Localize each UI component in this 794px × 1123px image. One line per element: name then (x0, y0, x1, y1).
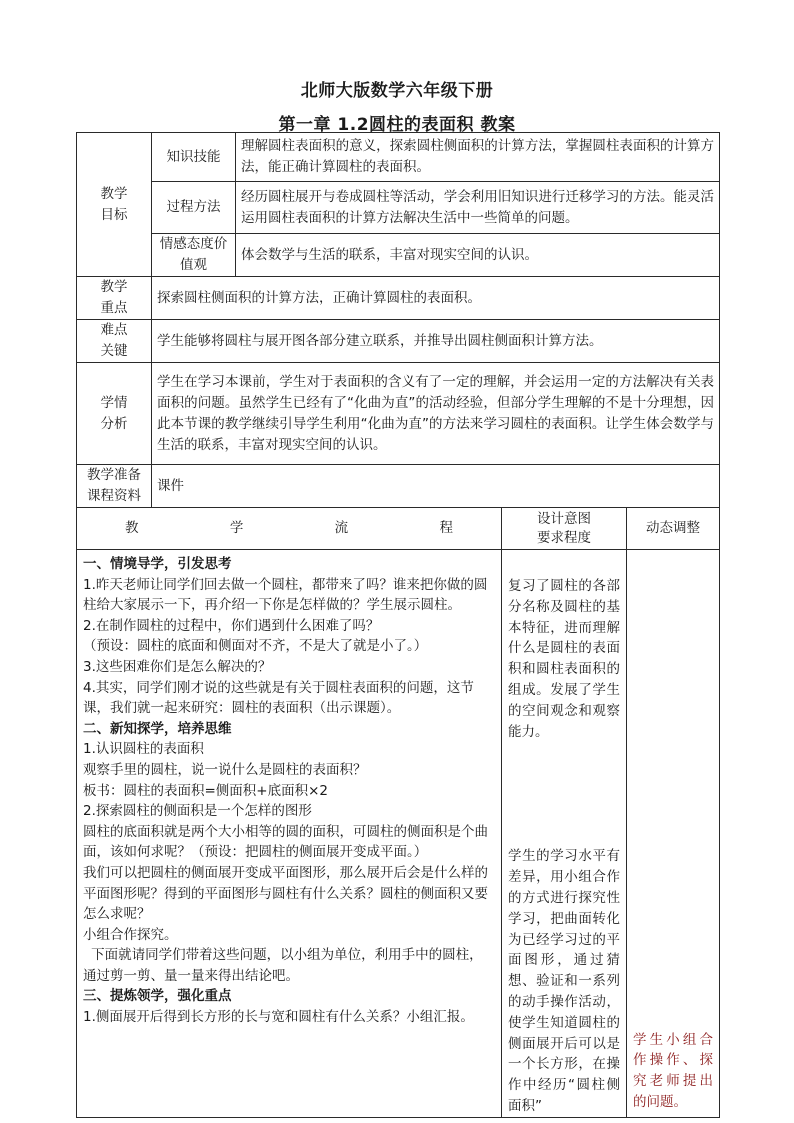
goal-attitude-text: 体会数学与生活的联系，丰富对现实空间的认识。 (236, 234, 720, 277)
difficulty-label: 难点 关键 (77, 320, 152, 363)
prep-text: 课件 (152, 465, 720, 508)
document-title: 北师大版数学六年级下册 (300, 81, 494, 101)
adjust-header: 动态调整 (627, 508, 720, 550)
process-line: 1.认识圆柱的表面积 (83, 741, 204, 758)
process-line: （预设：圆柱的底面和侧面对不齐，不是大了就是小了。） (83, 638, 428, 655)
design-intent (502, 550, 627, 1118)
dynamic-adjust: 学生小组合作操作、探究老师提出的问题。 (627, 550, 720, 1118)
goal-knowledge-name: 知识技能 (152, 133, 236, 182)
process-line: 2.在制作圆柱的过程中，你们遇到什么困难了吗？ (83, 617, 380, 634)
process-line: 3.这些困难你们是怎么解决的？ (83, 658, 272, 675)
process-section-heading: 一、情境导学，引发思考 (83, 556, 232, 572)
process-line: 1.侧面展开后得到长方形的长与宽和圆柱有什么关系？小组汇报。 (83, 1009, 474, 1026)
difficulty-text: 学生能够将圆柱与展开图各部分建立联系，并推导出圆柱侧面积计算方法。 (152, 320, 720, 363)
process-header: 教 学 流 程 (77, 508, 502, 550)
process-line: 圆柱的底面积就是两个大小相等的圆的面积，可圆柱的侧面积是个曲面，该如何求呢？（预设：把圆柱的侧面展开变成平面。） (83, 823, 488, 861)
process-line: 观察手里的圆柱，说一说什么是圆柱的表面积？ (83, 761, 367, 778)
process-flow (77, 550, 502, 1118)
analysis-text: 学生在学习本课前，学生对于表面积的含义有了一定的理解，并会运用一定的方法解决有关表面积的问题。虽然学生已经有了“化曲为直”的活动经验，但部分学生理解的不是十分理想，因此本节课的教学继续引导学生利用“化曲为直”的方法来学习圆柱的表面积。让学生体会数学与生活的联系，丰富对现实空间的认识。 (152, 363, 720, 465)
process-section-heading: 二、新知探学，培养思维 (83, 720, 232, 737)
goal-knowledge-text: 理解圆柱表面积的意义，探索圆柱侧面积的计算方法，掌握圆柱表面积的计算方法，能正确计算圆柱的表面积。 (236, 133, 720, 182)
lesson-plan-table (76, 132, 720, 1118)
goals-label: 教学 目标 (77, 133, 152, 277)
process-line: 1.昨天老师让同学们回去做一个圆柱，都带来了吗？谁来把你做的圆柱给大家展示一下，再介绍一下你是怎样做的？学生展示圆柱。 (83, 576, 488, 614)
process-line: 小组合作探究。 (83, 926, 178, 943)
goal-attitude-name: 情感态度价 值观 (152, 234, 236, 277)
goal-process-text: 经历圆柱展开与卷成圆柱等活动，学会利用旧知识进行迁移学习的方法。能灵活运用圆柱表面积的计算方法解决生活中一些简单的问题。 (236, 182, 720, 234)
process-line: 4.其实，同学们刚才说的这些就是有关于圆柱表面积的问题，这节课，我们就一起来研究：圆柱的表面积（出示课题）。 (83, 679, 474, 717)
key-point-text: 探索圆柱侧面积的计算方法，正确计算圆柱的表面积。 (152, 277, 720, 320)
document-subtitle: 第一章 1.2圆柱的表面积 教案 (278, 115, 516, 135)
process-line: 我们可以把圆柱的侧面展开变成平面图形，那么展开后会是什么样的平面图形呢？得到的平面图形与圆柱有什么关系？圆柱的侧面积又要怎么求呢？ (83, 864, 488, 923)
analysis-label: 学情 分析 (77, 363, 152, 465)
process-line: 板书：圆柱的表面积=侧面积+底面积×2 (83, 782, 329, 799)
key-point-label: 教学 重点 (77, 277, 152, 320)
intent-part-1: 复习了圆柱的各部分名称及圆柱的基本特征，进而理解什么是圆柱的表面积和圆柱表面积的组成。发展了学生的空间观念和观察能力。 (508, 578, 620, 740)
goal-process-name: 过程方法 (152, 182, 236, 234)
process-section-heading: 三、提炼领学，强化重点 (83, 988, 232, 1005)
prep-label: 教学准备 课程资料 (77, 465, 152, 508)
intent-part-2: 学生的学习水平有差异，用小组合作的方式进行探究性学习，把曲面转化为已经学习过的平面图形，通过猜想、验证和一系列的动手操作活动，使学生知道圆柱的侧面展开后可以是一个长方形，在操作中经历“圆柱侧面积” (508, 848, 620, 1114)
intent-header: 设计意图 要求程度 (502, 508, 627, 550)
process-line: 下面就请同学们带着这些问题，以小组为单位，利用手中的圆柱，通过剪一剪、量一量来得出结论吧。 (83, 947, 483, 984)
process-line: 2.探索圆柱的侧面积是一个怎样的图形 (83, 803, 312, 820)
